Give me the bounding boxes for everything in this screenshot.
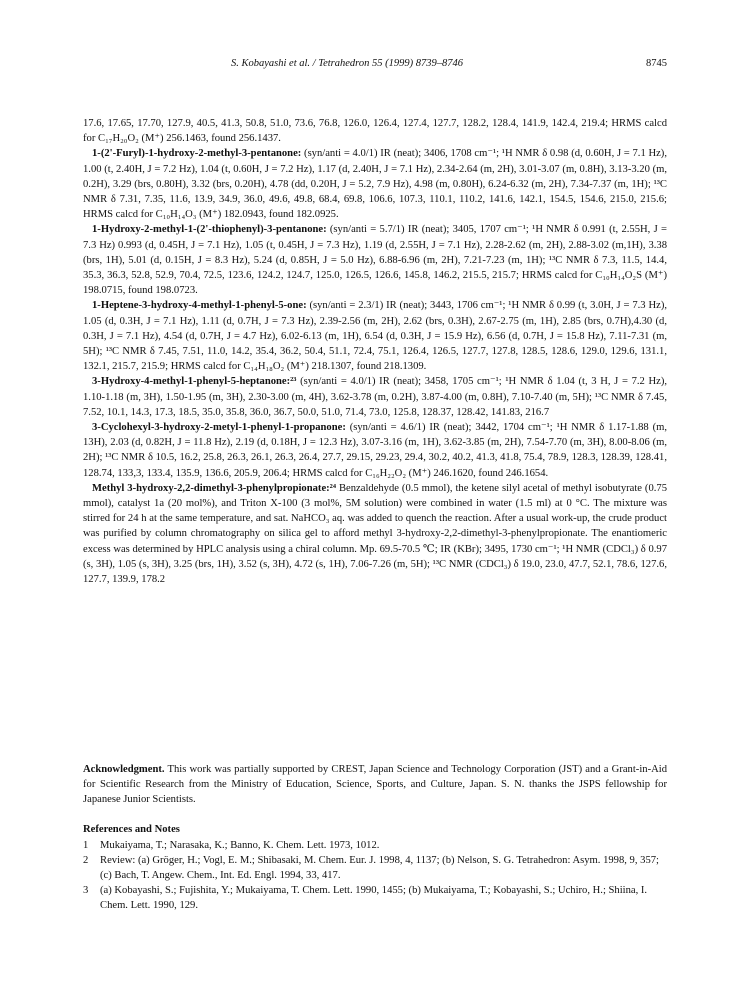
reference-item — [83, 853, 667, 883]
paragraph-continuation — [83, 116, 667, 146]
reference-text: Mukaiyama, T.; Narasaka, K.; Banno, K. Chem. Lett. 1973, 1012. — [100, 840, 380, 851]
reference-number: 3 — [83, 885, 89, 896]
reference-item — [83, 838, 667, 853]
compound-name: 3-Hydroxy-4-methyl-1-phenyl-5-heptanone:²³ — [92, 376, 297, 388]
compound-data: (syn/anti = 4.6/1) IR (neat); 3442, 1704 cm⁻¹; ¹H NMR δ 1.17-1.88 (m, 13H), 2.03 (d, 0.82H, J = 11.8 Hz), 2.19 (d, 0.18H, J = 12.3 Hz), 3.07-3.16 (m, 1H), 3.62-3.85 (m, 2H), 7.54-7.70 (m, 3H), 8.00-8.06 (m, 2H); ¹³C NMR δ 10.5, 16.2, 25.8, 26.3, 26.1, 26.3, 26.4, 27.7, 29.15, 29.23, 29.4, 30.2, 40.2, 41.3, 41.8, 75.4, 78.9, 128.3, 128.39, 128.41, 128.74, 133,3, 133.4, 135.9, 136.6, 205.9, 206.4; HRMS calcd for C₁₆H₂₂O₂ (M⁺) 246.1620, found 246.1654. — [83, 422, 667, 479]
reference-number: 2 — [83, 855, 89, 866]
compound-entry — [83, 146, 667, 222]
compound-data: (syn/anti = 5.7/1) IR (neat); 3405, 1707 cm⁻¹; ¹H NMR δ 0.991 (t, 2.55H, J = 7.3 Hz) 0.993 (d, 0.45H, J = 7.1 Hz), 1.05 (t, 0.45H, J = 7.3 Hz), 1.19 (d, 2.55H, J = 7.1 Hz), 2.28-2.62 (m, 2H), 2.88-3.02 (m,1H), 3.38 (brs, 1H), 5.01 (d, 0.15H, J = 8.3 Hz), 5.24 (d, 0.85H, J = 5.0 Hz), 6.88-6.96 (m, 2H), 7.21-7.23 (m, 1H); ¹³C NMR δ 7.3, 11.5, 14.4, 35.3, 36.3, 52.8, 52.9, 70.4, 72.5, 123.6, 124.2, 124.7, 125.0, 126.5, 126.6, 145.8, 146.2, 215.5, 215.7; HRMS calcd for C₁₀H₁₄O₂S (M⁺) 198.0715, found 198.0723. — [83, 224, 667, 297]
compound-entry — [83, 222, 667, 298]
compound-name: 1-Heptene-3-hydroxy-4-methyl-1-phenyl-5-one: — [92, 300, 307, 312]
compound-name: 1-(2'-Furyl)-1-hydroxy-2-methyl-3-pentanone: — [92, 148, 302, 160]
references-title: References and Notes — [83, 824, 180, 835]
compound-data: (syn/anti = 4.0/1) IR (neat); 3406, 1708 cm⁻¹; ¹H NMR δ 0.98 (d, 0.60H, J = 7.1 Hz), 1.00 (t, 2.40H, J = 7.2 Hz), 1.04 (t, 0.60H, J = 7.2 Hz), 1.17 (d, 2.40H, J = 7.1 Hz), 2.34-2.64 (m, 2H), 3.01-3.07 (m, 0.8H), 3.13-3.20 (m, 0.2H), 3.29 (brs, 0.80H), 3.32 (brs, 0.20H), 4.78 (dd, 0.20H, J = 5.2, 7.9 Hz), 4.98 (m, 0.80H), 6.24-6.32 (m, 2H), 7.34-7.37 (m, 1H); ¹³C NMR δ 7.31, 7.35, 11.6, 13.9, 34.9, 36.0, 49.6, 49.8, 68.4, 69.8, 106.6, 107.3, 110.1, 110.2, 141.6, 142.1, 154.5, 154.6, 215.0, 215.6; HRMS calcd for C₁₀H₁₄O₃ (M⁺) 182.0943, found 182.0925. — [83, 148, 667, 221]
reference-text: (a) Kobayashi, S.; Fujishita, Y.; Mukaiyama, T. Chem. Lett. 1990, 1455; (b) Mukaiyama, T.; Kobayashi, S.; Uchiro, H.; Shiina, I. Chem. Lett. 1990, 129. — [100, 885, 648, 911]
compound-data: Benzaldehyde (0.5 mmol), the ketene silyl acetal of methyl isobutyrate (0.75 mmol), catalyst 1a (20 mol%), and Triton X-100 (3 mol%, 5M solution) were combined in water (1.5 ml) at 0 °C. The mixture was stirred for 24 h at the same temperature, and sat. NaHCO₃ aq. was added to quench the reaction. After a usual work-up, the crude product was purified by column chromatography on silica gel to afford methyl 3-hydroxy-2,2-dimethyl-3-phenylpropionate. The enantiomeric excess was determined by HPLC analysis using a chiral column. Mp. 69.5-70.5 ℃; IR (KBr); 3495, 1730 cm⁻¹; ¹H NMR (CDCl₃) δ 0.97 (s, 3H), 1.05 (s, 3H), 3.25 (brs, 1H), 3.52 (s, 3H), 4.72 (s, 1H), 7.06-7.26 (m, 5H); ¹³C NMR (CDCl₃) δ 19.0, 23.0, 47.7, 52.1, 78.6, 127.6, 127.7, 139.9, 178.2 — [83, 482, 668, 586]
reference-item — [83, 883, 667, 913]
experimental-section — [83, 116, 667, 587]
compound-name: 1-Hydroxy-2-methyl-1-(2'-thiophenyl)-3-pentanone: — [92, 224, 327, 236]
acknowledgment-heading: Acknowledgment. — [83, 764, 165, 775]
compound-entry — [83, 298, 667, 374]
compound-entry — [83, 374, 667, 420]
running-title: S. Kobayashi et al. / Tetrahedron 55 (1999) 8739–8746 — [231, 58, 463, 69]
compound-entry — [83, 420, 667, 481]
compound-name: Methyl 3-hydroxy-2,2-dimethyl-3-phenylpropionate:²⁴ — [92, 482, 337, 494]
reference-text: Review: (a) Gröger, H.; Vogl, E. M.; Shibasaki, M. Chem. Eur. J. 1998, 4, 1137; (b) Nelson, S. G. Tetrahedron: Asym. 1998, 9, 357; (c) Bach, T. Angew. Chem., Int. Ed. Engl. 1994, 33, 417. — [100, 855, 659, 881]
page-number: 8745 — [646, 58, 667, 69]
compound-data: (syn/anti = 2.3/1) IR (neat); 3443, 1706 cm⁻¹; ¹H NMR δ 0.99 (t, 3.0H, J = 7.3 Hz), 1.05 (d, 0.3H, J = 7.1 Hz), 1.11 (d, 0.7H, J = 7.3 Hz), 2.39-2.56 (m, 2H), 2.62 (brs, 0.3H), 2.67-2.75 (m, 1H), 2.85 (brs, 0.7H),4.30 (d, 0.3H, J = 7.1 Hz), 4.54 (d, 0.7H, J = 4.7 Hz), 6.02-6.13 (m, 1H), 6.54 (d, 0.3H, J = 15.9 Hz), 6.56 (d, 0.7H, J = 15.8 Hz), 7.11-7.31 (m, 5H); ¹³C NMR δ 7.45, 7.51, 11.0, 14.2, 35.4, 36.2, 50.4, 51.1, 72.4, 75.1, 126.4, 126.5, 127.7, 127.8, 128.5, 128.6, 129.0, 129.6, 131.1, 132.1, 215.7, 215.9; HRMS calcd for C₁₄H₁₈O₂ (M⁺) 218.1307, found 218.1309. — [83, 300, 667, 373]
compound-name: 3-Cyclohexyl-3-hydroxy-2-metyl-1-phenyl-1-propanone: — [92, 422, 346, 434]
acknowledgment — [83, 762, 667, 808]
compound-data: (syn/anti = 4.0/1) IR (neat); 3458, 1705 cm⁻¹; ¹H NMR δ 1.04 (t, 3 H, J = 7.2 Hz), 1.10-1.18 (m, 3H), 1.50-1.95 (m, 3H), 2.30-3.00 (m, 4H), 3.62-3.78 (m, 0.2H), 3.87-4.00 (m, 0.8H), 7.10-7.40 (m, 5H); ¹³C NMR δ 7.45, 7.52, 10.1, 14.3, 17.3, 18.5, 35.0, 35.8, 36.0, 36.7, 50.0, 51.0, 71.4, 73.0, 125.8, 128.37, 128.42, 141.83, 216.7 — [83, 376, 667, 418]
reference-number: 1 — [83, 840, 89, 851]
acknowledgment-text: This work was partially supported by CREST, Japan Science and Technology Corporation (JST) and a Grant-in-Aid for Scientific Research from the Ministry of Education, Science, Sports, and Culture, Japan. S. N. thanks the JSPS fellowship for Japanese Junior Scientists. — [83, 764, 667, 806]
paragraph-text: 17.6, 17.65, 17.70, 127.9, 40.5, 41.3, 50.8, 51.0, 73.6, 76.8, 126.0, 126.4, 127.4, 127.7, 128.2, 128.4, 141.9, 142.4, 219.4; HRMS calcd for C₁₇H₂₀O₂ (M⁺) 256.1463, found 256.1437. — [83, 118, 667, 145]
references — [83, 822, 667, 913]
compound-entry — [83, 481, 667, 587]
